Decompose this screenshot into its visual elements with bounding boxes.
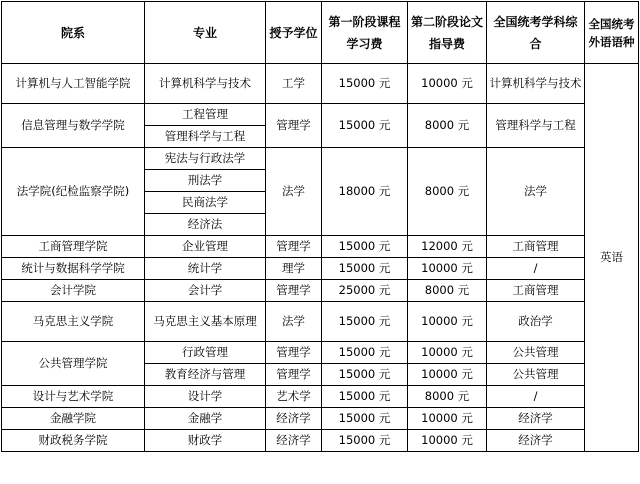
major-cell: 宪法与行政法学 [145, 148, 266, 170]
major-cell: 财政学 [145, 430, 266, 452]
degree-cell: 管理学 [266, 236, 322, 258]
major-cell: 刑法学 [145, 170, 266, 192]
degree-cell: 法学 [266, 302, 322, 342]
table-row [2, 302, 639, 342]
major-cell: 教育经济与管理 [145, 364, 266, 386]
header-stage2-fee: 第二阶段论文指导费 [408, 2, 487, 64]
stage1-fee-cell: 15000 元 [322, 302, 408, 342]
major-cell: 统计学 [145, 258, 266, 280]
stage1-fee-cell: 15000 元 [322, 64, 408, 104]
table-row [2, 258, 639, 280]
stage1-fee-cell: 15000 元 [322, 342, 408, 364]
exam-cell: 工商管理 [487, 280, 585, 302]
exam-cell: 公共管理 [487, 364, 585, 386]
stage2-fee-cell: 8000 元 [408, 386, 487, 408]
exam-cell: 政治学 [487, 302, 585, 342]
stage2-fee-cell: 10000 元 [408, 430, 487, 452]
major-cell: 金融学 [145, 408, 266, 430]
college-cell: 会计学院 [2, 280, 145, 302]
stage1-fee-cell: 15000 元 [322, 386, 408, 408]
table-row [2, 104, 639, 126]
major-cell: 工程管理 [145, 104, 266, 126]
college-cell: 设计与艺术学院 [2, 386, 145, 408]
table-row [2, 280, 639, 302]
table-row [2, 386, 639, 408]
stage1-fee-cell: 15000 元 [322, 258, 408, 280]
stage1-fee-cell: 18000 元 [322, 148, 408, 236]
table-row [2, 342, 639, 364]
header-exam: 全国统考学科综合 [487, 2, 585, 64]
exam-cell: / [487, 386, 585, 408]
college-cell: 财政税务学院 [2, 430, 145, 452]
stage1-fee-cell: 15000 元 [322, 364, 408, 386]
stage2-fee-cell: 10000 元 [408, 258, 487, 280]
table-row [2, 430, 639, 452]
table-row [2, 148, 639, 170]
degree-cell: 艺术学 [266, 386, 322, 408]
degree-cell: 管理学 [266, 342, 322, 364]
exam-cell: 经济学 [487, 408, 585, 430]
tuition-table [1, 1, 639, 452]
degree-cell: 管理学 [266, 364, 322, 386]
header-stage1-fee: 第一阶段课程学习费 [322, 2, 408, 64]
exam-cell: 法学 [487, 148, 585, 236]
college-cell: 金融学院 [2, 408, 145, 430]
header-language: 全国统考外语语种 [585, 2, 639, 64]
college-cell: 工商管理学院 [2, 236, 145, 258]
degree-cell: 理学 [266, 258, 322, 280]
stage2-fee-cell: 10000 元 [408, 302, 487, 342]
stage2-fee-cell: 10000 元 [408, 408, 487, 430]
major-cell: 经济法 [145, 214, 266, 236]
degree-cell: 管理学 [266, 104, 322, 148]
major-cell: 计算机科学与技术 [145, 64, 266, 104]
stage2-fee-cell: 10000 元 [408, 64, 487, 104]
college-cell: 马克思主义学院 [2, 302, 145, 342]
stage1-fee-cell: 15000 元 [322, 104, 408, 148]
table-row [2, 408, 639, 430]
college-cell: 信息管理与数学学院 [2, 104, 145, 148]
stage1-fee-cell: 15000 元 [322, 236, 408, 258]
stage1-fee-cell: 15000 元 [322, 408, 408, 430]
exam-cell: 工商管理 [487, 236, 585, 258]
exam-cell: / [487, 258, 585, 280]
degree-cell: 工学 [266, 64, 322, 104]
degree-cell: 法学 [266, 148, 322, 236]
stage2-fee-cell: 8000 元 [408, 148, 487, 236]
header-major: 专业 [145, 2, 266, 64]
stage1-fee-cell: 15000 元 [322, 430, 408, 452]
stage2-fee-cell: 12000 元 [408, 236, 487, 258]
table-row [2, 236, 639, 258]
stage1-fee-cell: 25000 元 [322, 280, 408, 302]
header-degree: 授予学位 [266, 2, 322, 64]
stage2-fee-cell: 8000 元 [408, 280, 487, 302]
table-row [2, 64, 639, 104]
stage2-fee-cell: 10000 元 [408, 364, 487, 386]
stage2-fee-cell: 10000 元 [408, 342, 487, 364]
language-cell: 英语 [585, 64, 639, 452]
exam-cell: 管理科学与工程 [487, 104, 585, 148]
header-college: 院系 [2, 2, 145, 64]
degree-cell: 经济学 [266, 430, 322, 452]
college-cell: 法学院(纪检监察学院) [2, 148, 145, 236]
degree-cell: 管理学 [266, 280, 322, 302]
college-cell: 计算机与人工智能学院 [2, 64, 145, 104]
major-cell: 设计学 [145, 386, 266, 408]
major-cell: 会计学 [145, 280, 266, 302]
major-cell: 马克思主义基本原理 [145, 302, 266, 342]
major-cell: 行政管理 [145, 342, 266, 364]
exam-cell: 公共管理 [487, 342, 585, 364]
college-cell: 统计与数据科学学院 [2, 258, 145, 280]
exam-cell: 计算机科学与技术 [487, 64, 585, 104]
major-cell: 民商法学 [145, 192, 266, 214]
header-row [2, 2, 639, 64]
major-cell: 管理科学与工程 [145, 126, 266, 148]
exam-cell: 经济学 [487, 430, 585, 452]
major-cell: 企业管理 [145, 236, 266, 258]
college-cell: 公共管理学院 [2, 342, 145, 386]
stage2-fee-cell: 8000 元 [408, 104, 487, 148]
degree-cell: 经济学 [266, 408, 322, 430]
